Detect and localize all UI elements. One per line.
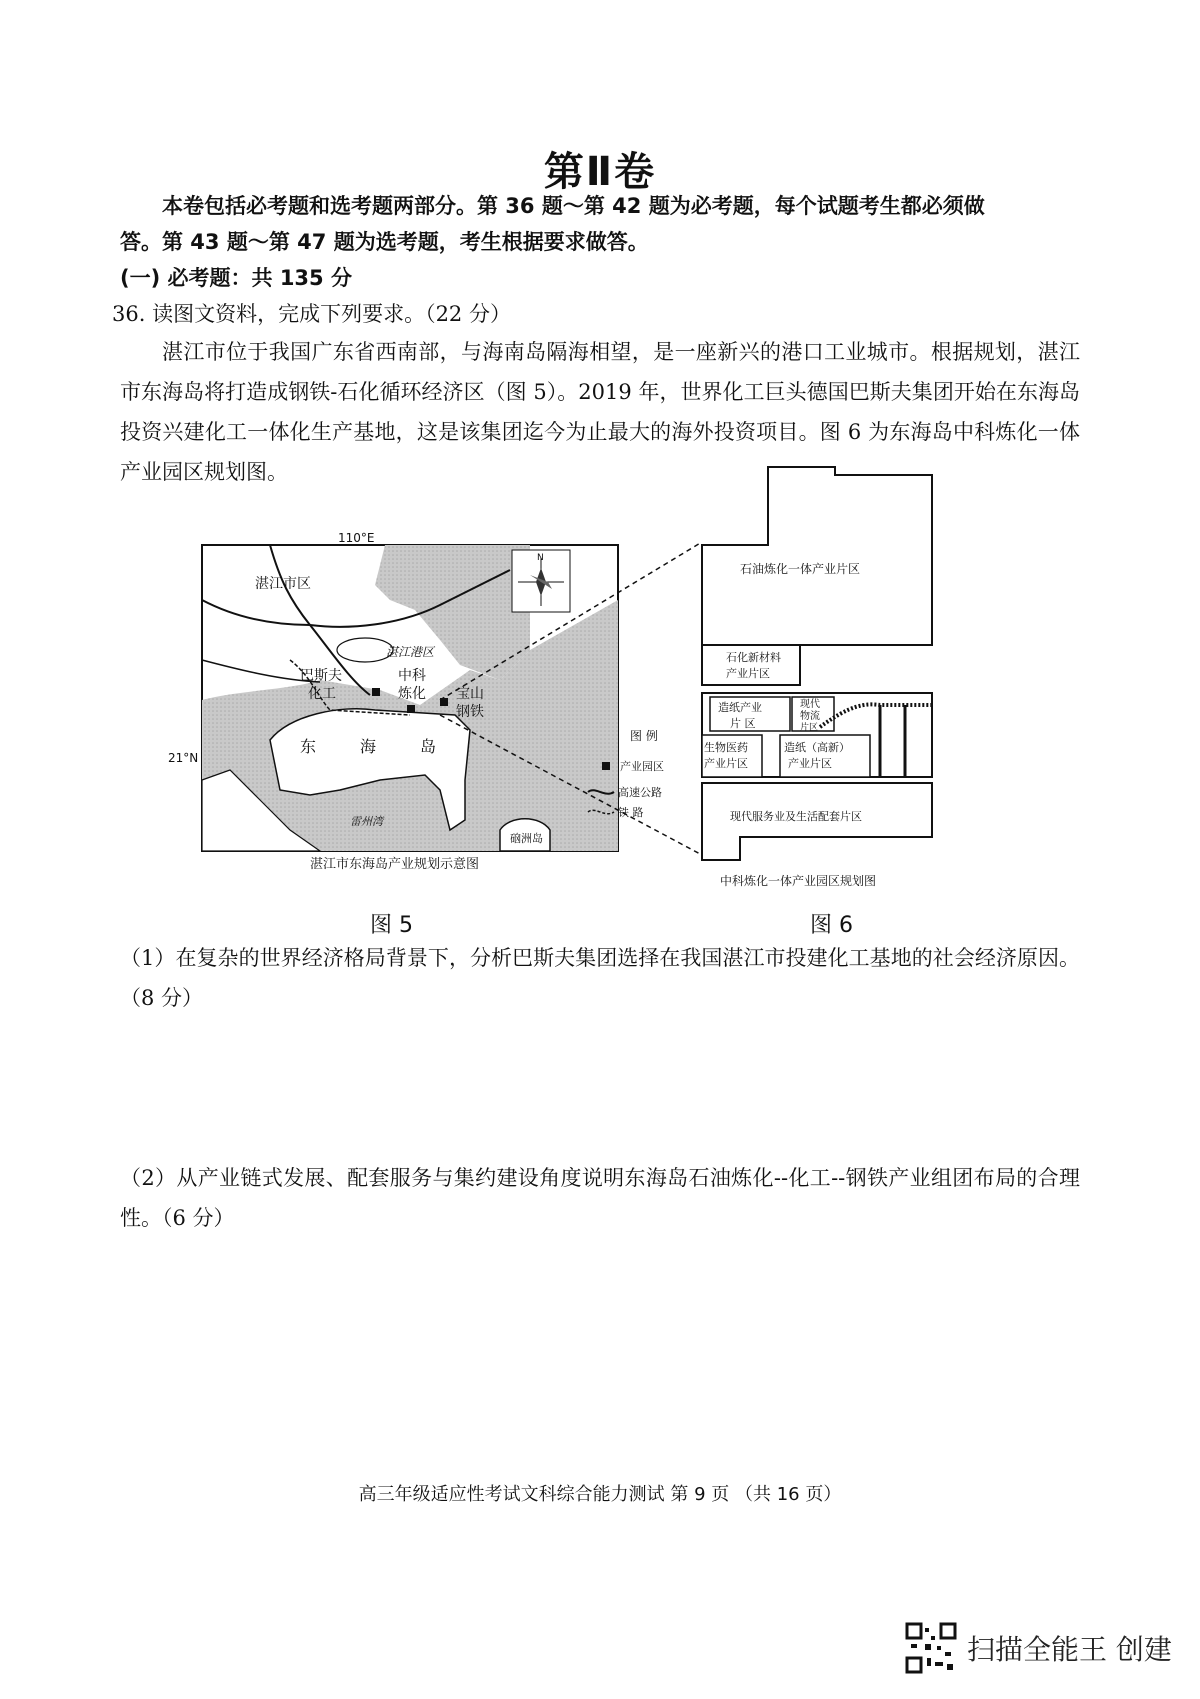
port-islet [337,638,393,662]
question-1: （1）在复杂的世界经济格局背景下，分析巴斯夫集团选择在我国湛江市投建化工基地的社会经济原因。（8 分） [120,946,1080,1010]
zone-hitech-label-2: 产业片区 [788,757,832,770]
legend-highway-text: 高速公路 [618,786,662,799]
intro-line-1: 本卷包括必考题和选考题两部分。第 36 题～第 42 题为必考题，每个试题考生都必须做 [162,194,985,218]
island-char-2: 海 [360,737,377,756]
latitude-label: 21°N [168,751,199,765]
material-text: 湛江市位于我国广东省西南部，与海南岛隔海相望，是一座新兴的港口工业城市。根据规划，湛江市东海岛将打造成钢铁-石化循环经济区（图 5）。2019 年，世界化工巨头德国巴斯夫集团开始在东海岛投资兴建化工一体化生产基地，这是该集团迄今为止最大的海外投资项目。图 6 为东海岛中科炼化一体产业园区规划图。 [120,340,1080,484]
zone-petro-label: 石油炼化一体产业片区 [740,562,861,576]
longitude-label: 110°E [338,531,375,545]
fig6-label: 图 6 [810,913,853,938]
fig5-caption: 湛江市东海岛产业规划示意图 [310,857,480,872]
zone-paper-label-1: 造纸产业 [718,701,762,714]
intro-text [120,188,1080,296]
question-36: 36. 读图文资料，完成下列要求。（22 分） [112,302,511,326]
fig6-caption: 中科炼化一体产业园区规划图 [720,874,877,888]
connector-lines [430,540,710,860]
qr-code-icon [905,1622,957,1674]
scanner-watermark [905,1622,1172,1674]
zone-hitech-label-1: 造纸（高新） [784,741,850,754]
basf-park-marker [372,688,380,696]
legend-title: 图 例 [630,729,658,743]
zone-bio-label-1: 生物医药 [704,741,748,754]
north-label: N [537,553,544,563]
zone-service-label: 现代服务业及生活配套片区 [730,810,862,823]
fig5-label: 图 5 [370,913,413,938]
zone-newmat-label-1: 石化新材料 [726,651,781,664]
intro-line-2: 答。第 43 题～第 47 题为选考题，考生根据要求做答。 [120,230,649,254]
zone-bio-label-2: 产业片区 [704,757,748,770]
port-label: 湛江港区 [386,645,435,659]
basf-label-1: 巴斯夫 [300,668,342,684]
zk-label-2: 炼化 [398,686,426,702]
watermark-text: 扫描全能王 创建 [967,1633,1172,1666]
island-char-1: 东 [300,737,317,756]
question-2: （2）从产业链式发展、配套服务与集约建设角度说明东海岛石油炼化--化工--钢铁产业组团布局的合理性。（6 分） [120,1166,1080,1230]
bs-label-1: 宝山 [456,686,484,702]
zone-logistics-label-2: 物流 [800,711,820,722]
page-footer: 高三年级适应性考试文科综合能力测试 第 9 页 （共 16 页） [358,1484,842,1505]
bay-label: 雷州湾 [350,815,383,828]
section-heading: (一) 必考题：共 135 分 [120,266,352,290]
legend-rail-text: 铁 路 [618,806,644,819]
zone-petro [702,467,932,645]
page-title: 第Ⅱ卷 [543,149,657,195]
bs-label-2: 钢铁 [456,704,484,720]
naozhou-label: 硇洲岛 [510,832,543,845]
island-char-3: 岛 [420,737,437,756]
figure-6-plan [700,465,940,895]
zk-park-marker [407,705,415,713]
zone-logistics-label-1: 现代 [800,699,820,710]
legend-park-text: 产业园区 [620,760,664,773]
zone-paper-label-2: 片 区 [730,717,756,730]
city-label: 湛江市区 [255,576,311,592]
zk-label-1: 中科 [398,668,426,684]
basf-label-2: 化工 [308,686,336,702]
zone-logistics-label-3: 片区 [800,723,819,733]
zone-newmat-label-2: 产业片区 [726,667,770,680]
